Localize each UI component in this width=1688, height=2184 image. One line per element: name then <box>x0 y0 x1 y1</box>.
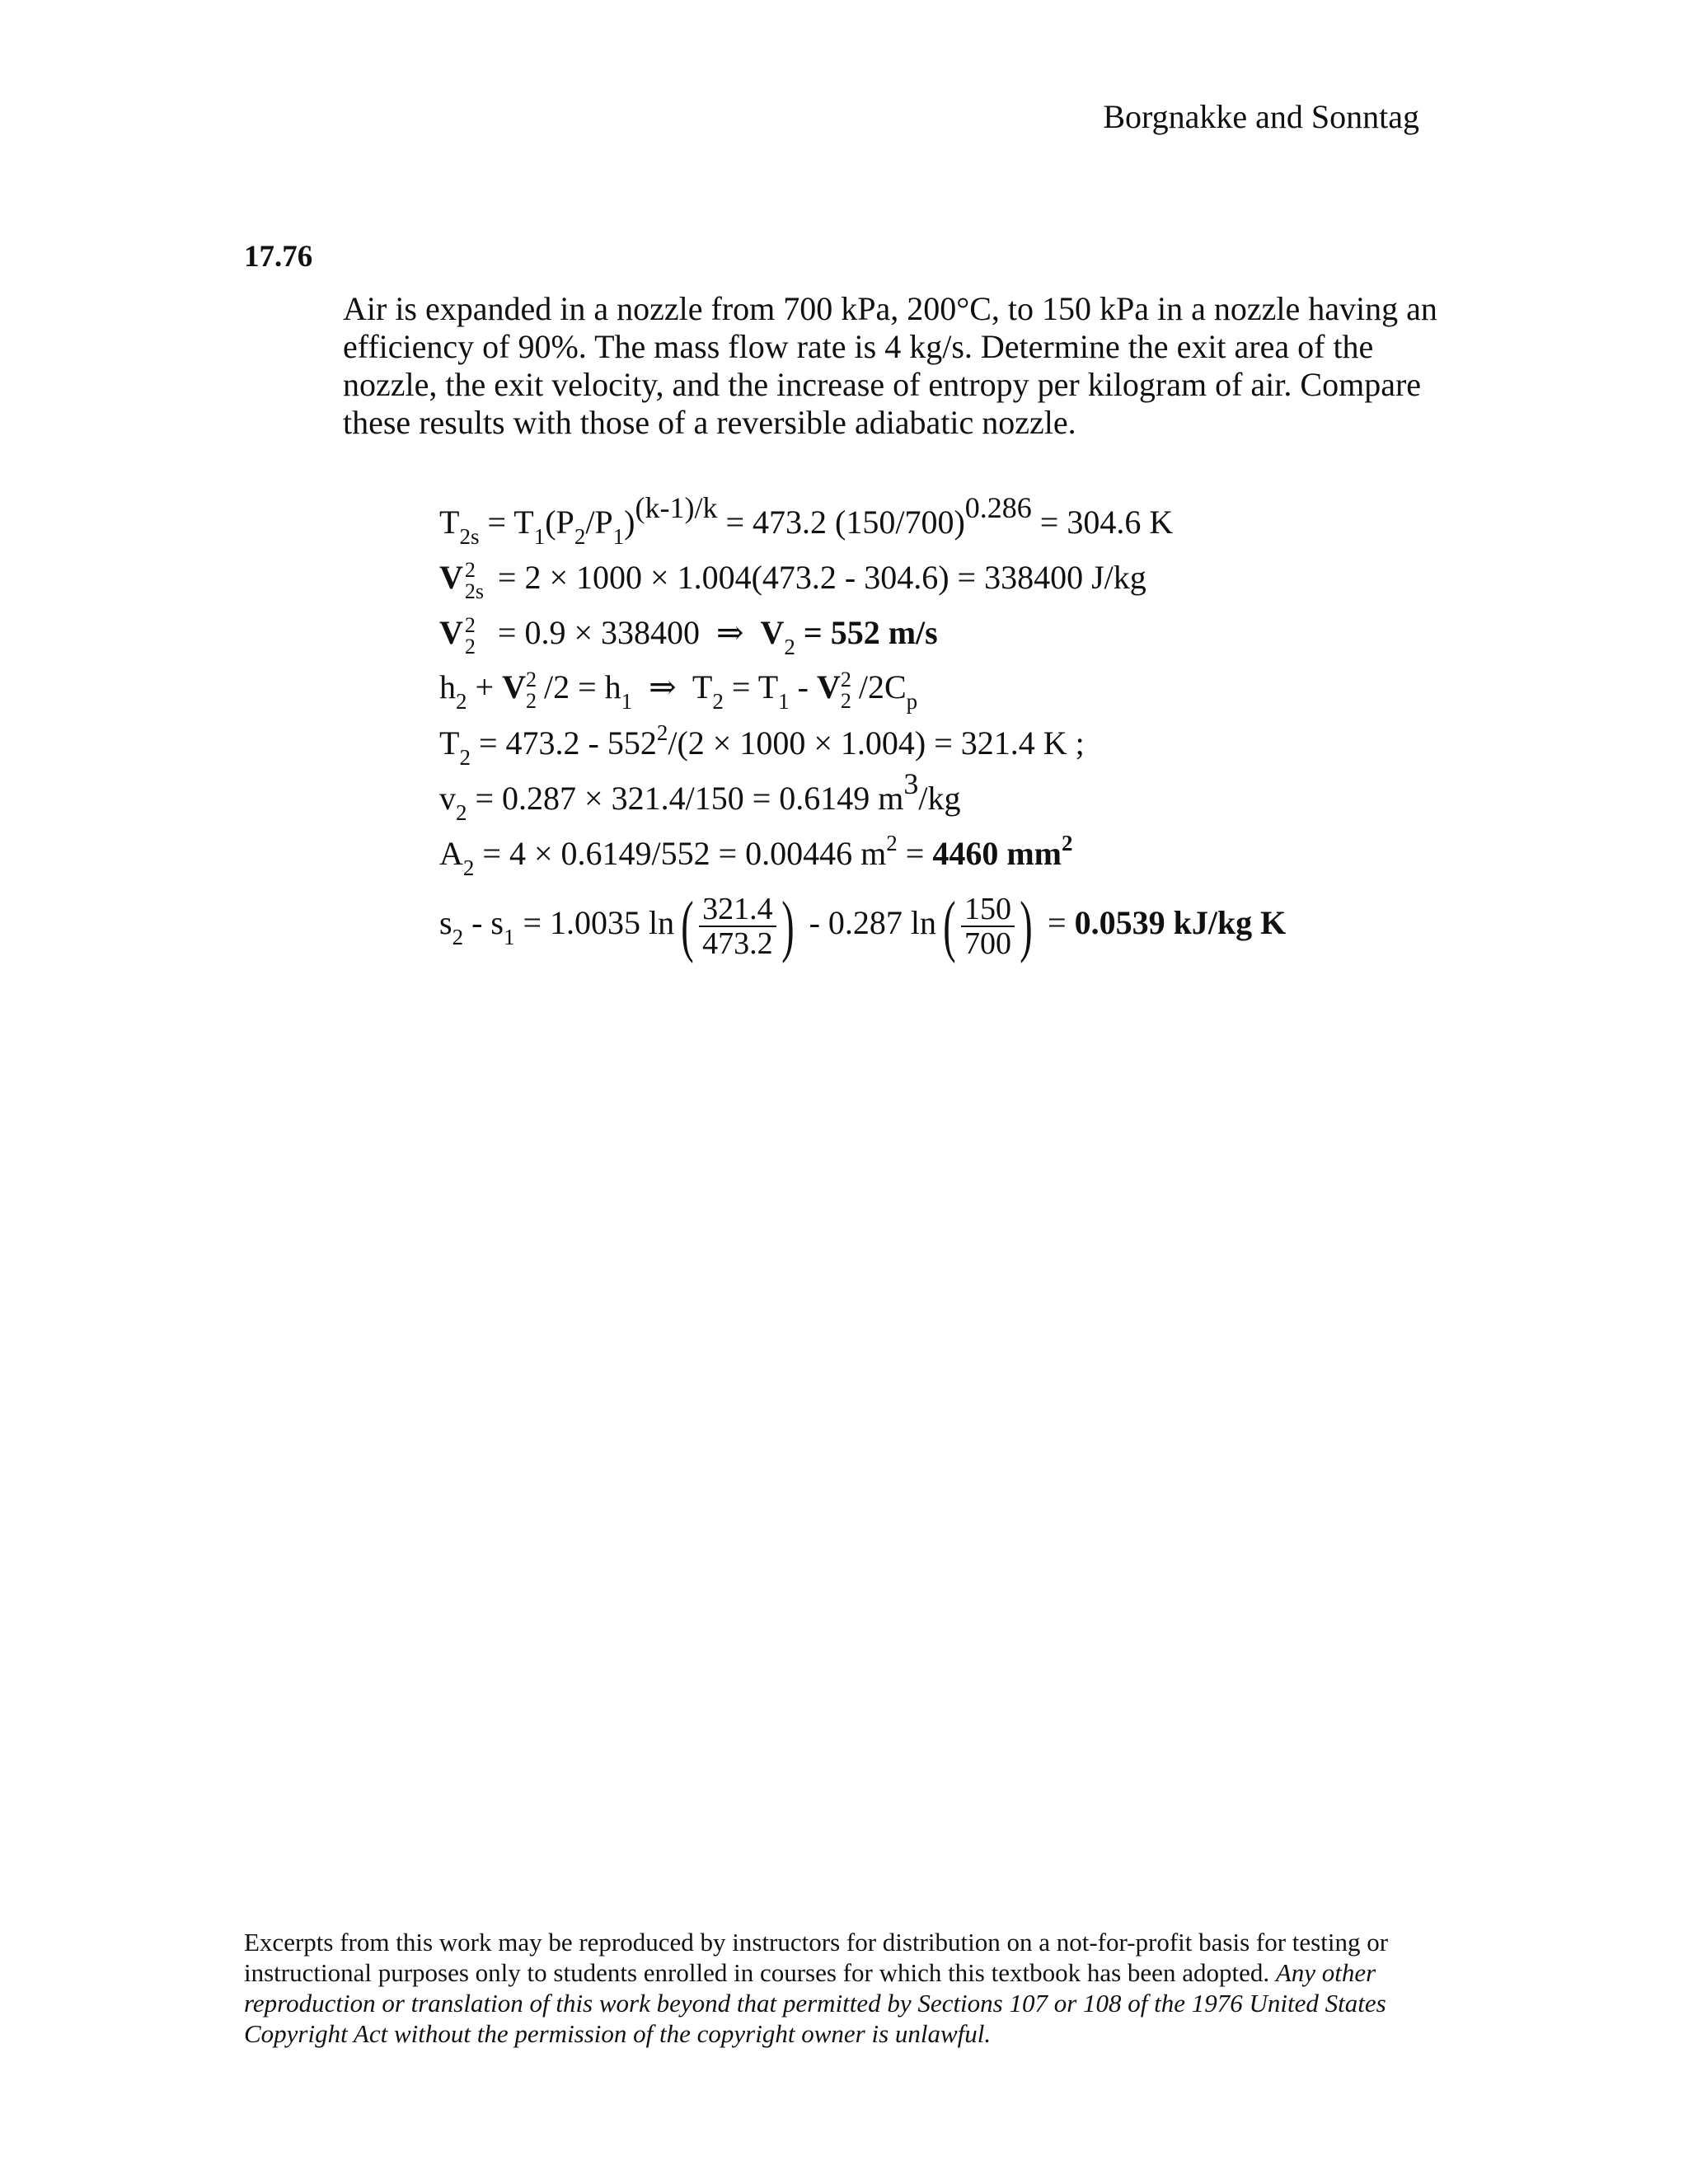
eq7-rhs: = 4 × 0.6149/552 = 0.00446 m <box>482 835 887 872</box>
frac1-denominator: 473.2 <box>702 926 773 961</box>
fraction-pressure-ratio: ( $\frac{150}{700}$ ) <box>943 888 1033 964</box>
frac1-numerator: 321.4 <box>699 893 776 927</box>
equation-isentropic-temperature: $T_{2s} = T_1(P_2/P_1)^{(k-1)/k} = 473.2$ $(150/700)^{0.286} = 304.6$ K <box>439 491 1174 549</box>
eq1-rhs: = 473.2 (150/700) <box>725 504 965 541</box>
exit-area-result: 4460 mm <box>932 835 1062 872</box>
page-header-authors: Borgnakke and Sonntag <box>1103 98 1419 135</box>
footer-notice-italic: Any other reproduction or translation of this work beyond that permitted by Sections 107 or 108 of the 1976 United States Copyright Act without the permission of the copyright owner is unlawful. <box>244 1958 1386 2048</box>
entropy-increase-result: 0.0539 kJ/kg K <box>1074 904 1287 942</box>
implies-arrow: ⇒ <box>716 614 744 651</box>
fraction-temperature-ratio: ( $\frac{321.4}{473.2}$ ) <box>681 888 795 964</box>
copyright-footer <box>244 1927 1431 2049</box>
eq5-rest: /(2 × 1000 × 1.004) = 321.4 K ; <box>668 724 1085 762</box>
equation-actual-velocity: V 2 2 = 0.9 × 338400 ⇒ $V_2 = 552$ m/s <box>439 613 938 659</box>
exit-velocity-result: = 552 m/s <box>803 614 938 651</box>
eq1-result: = 304.6 K <box>1039 504 1174 541</box>
eq5-rhs: = 473.2 - 552 <box>478 724 657 762</box>
eq7-mid: = <box>897 835 933 872</box>
equation-specific-volume: $v_2 = 0.287 \times 321.4/150 = 0.6149$ $m^3/kg$ <box>439 767 961 825</box>
equation-energy-balance: $h_2 + V$ 2 2 $/2 = h_1$ ⇒ $T_2 = T_1 - V$ 2 2 $/2C_p$ <box>439 668 918 714</box>
eq6-unit-tail: /kg <box>918 780 961 817</box>
eq8-coef2: - 0.287 ln <box>809 904 937 942</box>
equation-exit-area: $A_2 = 4 \times 0.6149/552 = 0.00446$ $m^2 = 4460$ $mm^2$ <box>439 831 1073 880</box>
eq1-exponent: 0.286 <box>964 491 1032 524</box>
equation-isentropic-velocity: V 2 2s = 2 × 1000 × 1.004(473.2 - 304.6) = 338400 J/kg <box>439 558 1146 603</box>
equation-exit-temperature: $T_2 = 473.2 - 552^2/(2 \times 1000 \times 1.004) = 321.4$ K ; <box>439 720 1085 770</box>
eq8-equals: = <box>1048 904 1067 942</box>
problem-number: 17.76 <box>244 240 313 274</box>
eq2-rhs: = 2 × 1000 × 1.004(473.2 - 304.6) = 338400 J/kg <box>497 559 1146 596</box>
footer-notice: Excerpts from this work may be reproduced by instructors for distribution on a not-for-profit basis for testing or instructional purposes only to students enrolled in courses for which this textbook has been adopted. <box>244 1928 1389 1987</box>
frac2-denominator: 700 <box>964 926 1012 961</box>
problem-statement-text: Air is expanded in a nozzle from 700 kPa, 200°C, to 150 kPa in a nozzle having an efficiency of 90%. The mass flow rate is 4 kg/s. Determine the exit area of the nozzle, the exit velocity, and the increase of entropy per kilogram of air. Compare these results with those of a reversible adiabatic nozzle. <box>343 290 1437 441</box>
eq3-rhs: = 0.9 × 338400 <box>497 614 701 651</box>
equation-entropy-increase: $s_2 - s_1 = 1.0035$ ln ( $\frac{321.4}{473.2}$ ) - 0.287 ln ( $\frac{150}{700}$ ) = 0.0539 kJ/kg K <box>439 888 1287 964</box>
problem-statement <box>343 290 1439 442</box>
eq8-coef1: = 1.0035 ln <box>523 904 675 942</box>
eq6-rhs: = 0.287 × 321.4/150 = 0.6149 m <box>475 780 904 817</box>
frac2-numerator: 150 <box>961 893 1015 927</box>
